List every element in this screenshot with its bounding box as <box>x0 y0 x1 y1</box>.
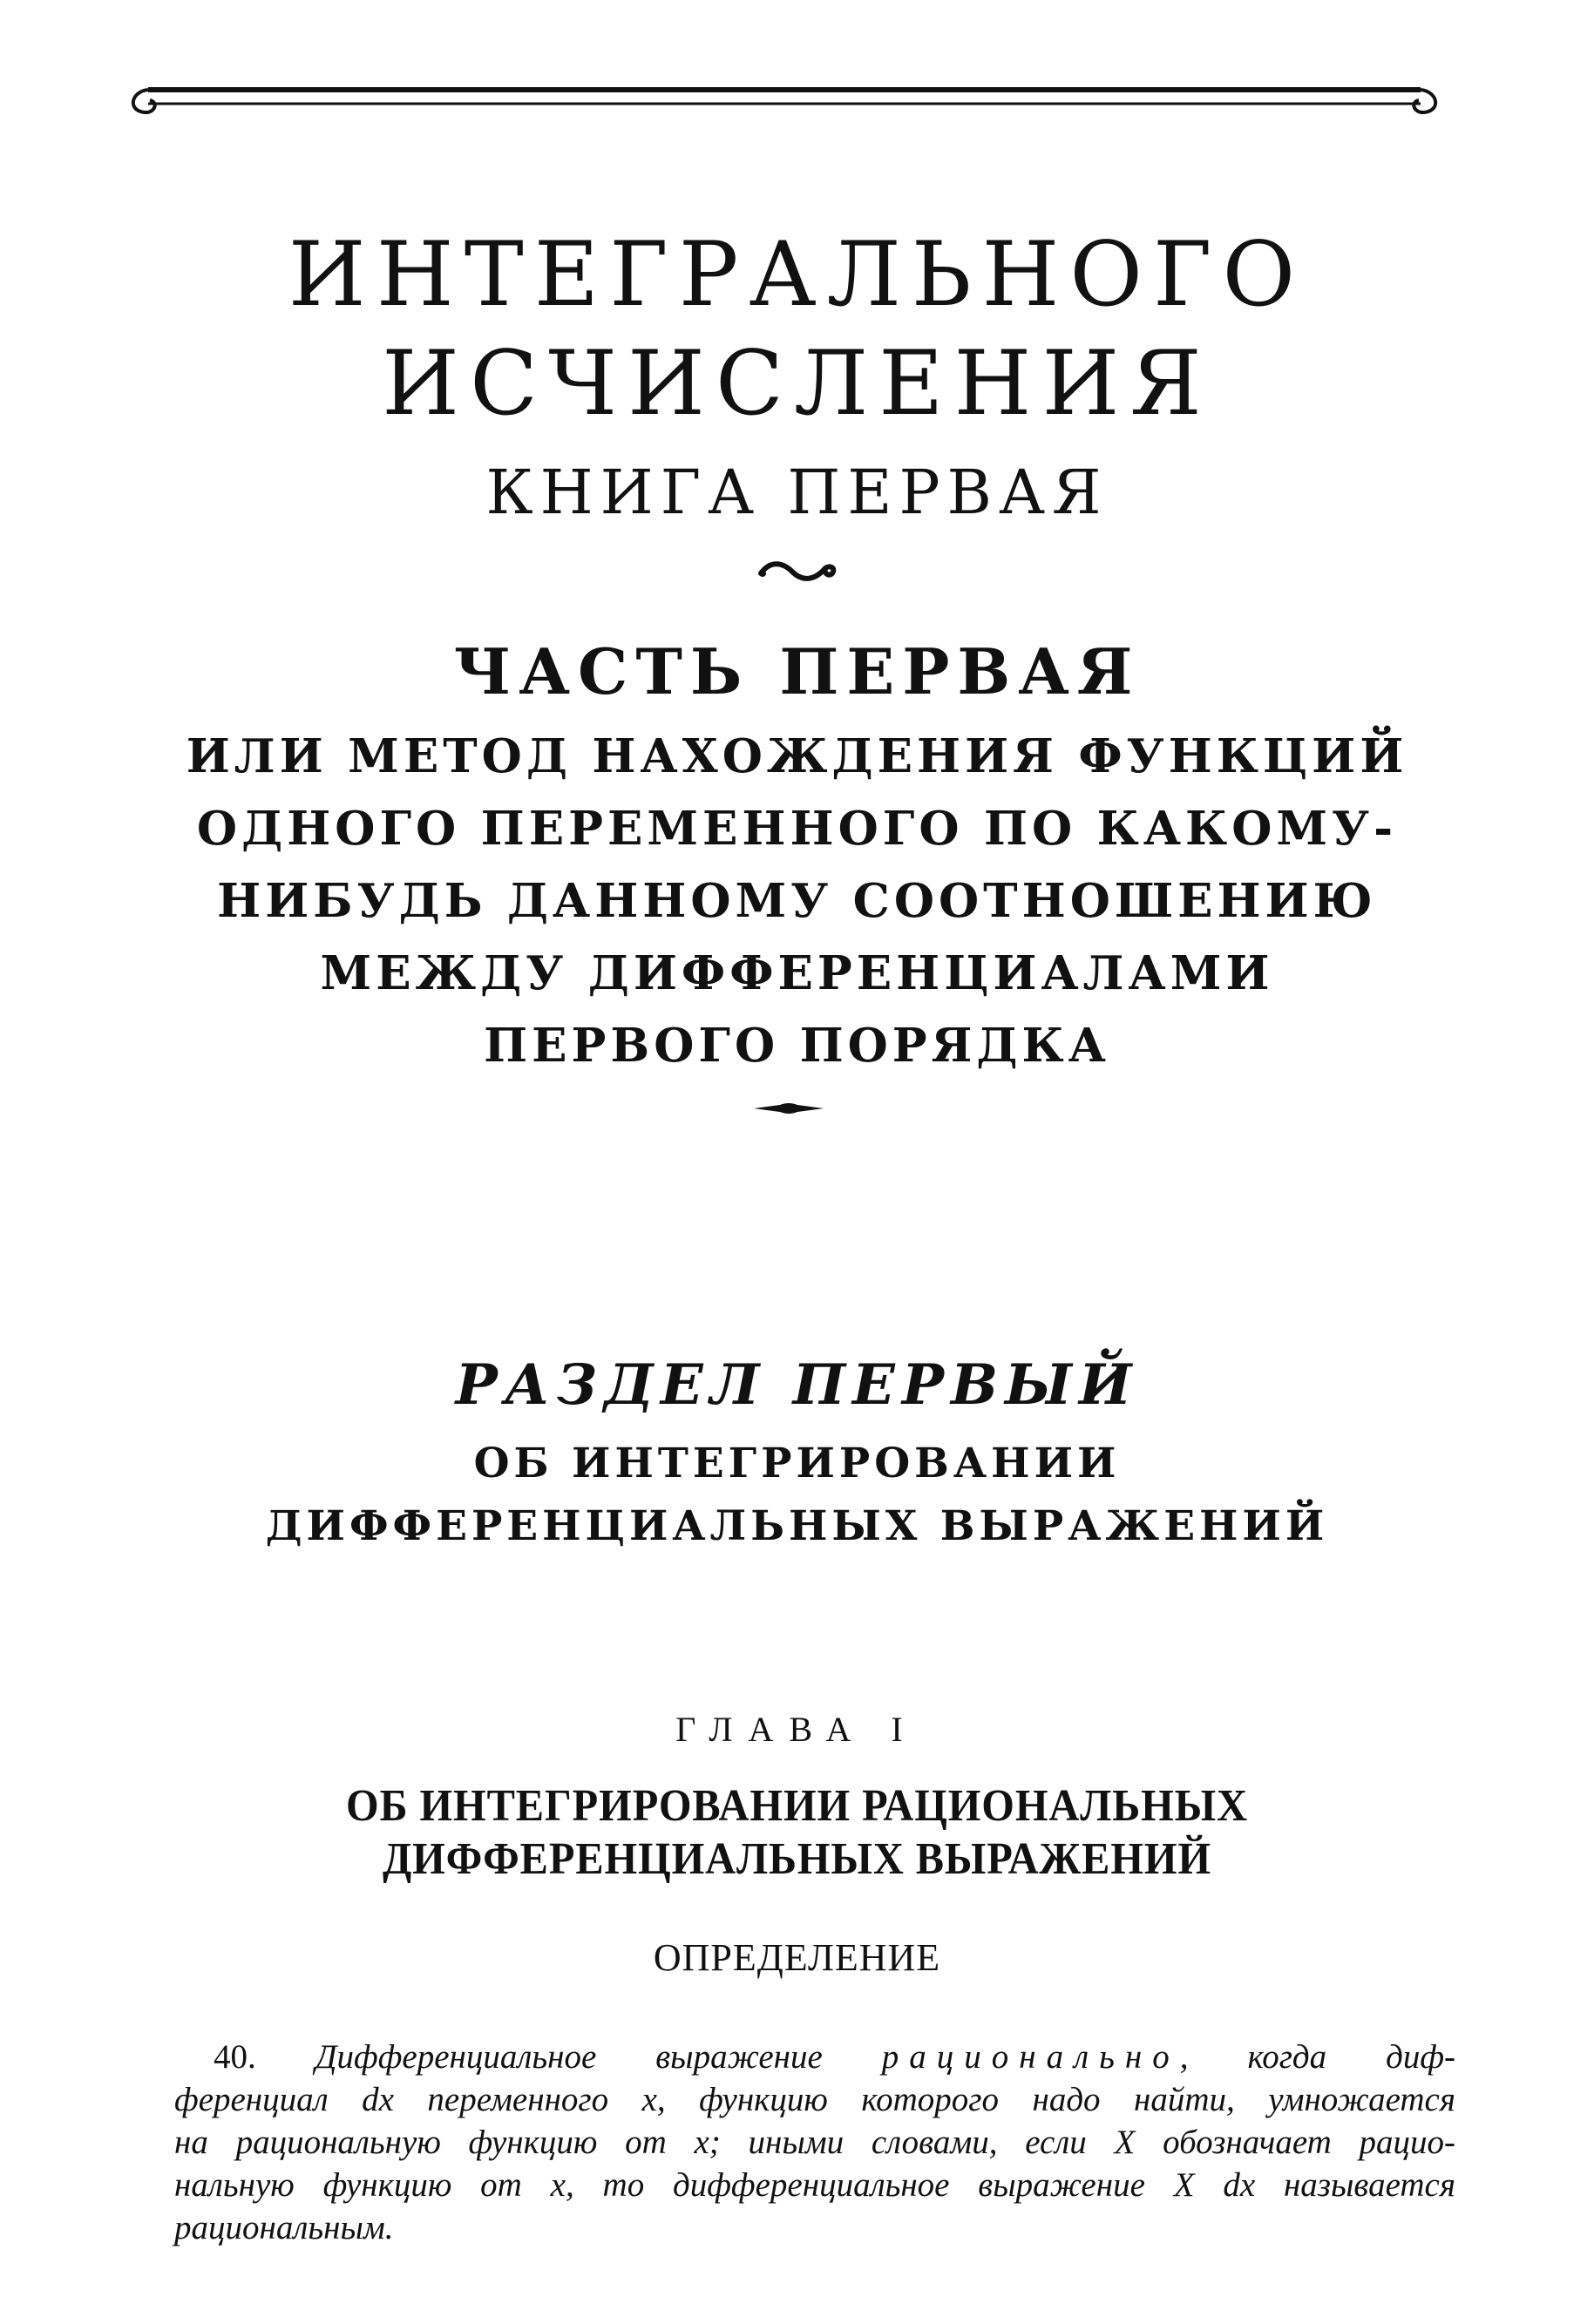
header-ornament-rule <box>131 83 1438 135</box>
paragraph-line-1 <box>174 2036 1455 2078</box>
paragraph-line-2: ференциал dx переменного x, функцию которого надо найти, умножается <box>174 2081 1455 2118</box>
book-heading: КНИГА ПЕРВАЯ <box>485 457 1109 528</box>
part-subtitle-line-1: ИЛИ МЕТОД НАХОЖДЕНИЯ ФУНКЦИЙ <box>186 729 1408 783</box>
part-subtitle-line-3: НИБУДЬ ДАННОМУ СООТНОШЕНИЮ <box>217 874 1377 928</box>
dash-ornament-icon <box>754 1100 824 1117</box>
paragraph-line-1-part-1: Дифференциальное выражение <box>315 2038 882 2076</box>
paragraph-line-4: нальную функцию от x, то дифференциальное выражение X dx называется <box>174 2166 1455 2204</box>
title-line-1: ИНТЕГРАЛЬНОГО <box>288 223 1306 327</box>
title-line-2: ИСЧИСЛЕНИЯ <box>382 332 1212 436</box>
part-subtitle-line-4: МЕЖДУ ДИФФЕРЕНЦИАЛАМИ <box>320 946 1274 1000</box>
section-subtitle-line-1: ОБ ИНТЕГРИРОВАНИИ <box>473 1440 1121 1487</box>
chapter-label: ГЛАВА I <box>675 1710 919 1749</box>
paragraph-emphasis-word: рационально <box>881 2038 1180 2076</box>
paragraph-line-3: на рациональную функцию от x; иными словами, если X обозначает рацио- <box>174 2124 1455 2161</box>
paragraph-line-5: рациональным. <box>174 2209 394 2246</box>
section-heading: РАЗДЕЛ ПЕРВЫЙ <box>455 1352 1139 1418</box>
paragraph-line-1-part-3: , когда диф- <box>1179 2038 1456 2076</box>
swirl-ornament-icon <box>754 558 841 584</box>
definition-heading: ОПРЕДЕЛЕНИЕ <box>653 1936 941 1979</box>
part-heading: ЧАСТЬ ПЕРВАЯ <box>453 634 1141 708</box>
part-subtitle-line-2: ОДНОГО ПЕРЕМЕННОГО ПО КАКОМУ- <box>196 802 1398 856</box>
chapter-title-line-2: ДИФФЕРЕНЦИАЛЬНЫХ ВЫРАЖЕНИЙ <box>382 1834 1212 1884</box>
paragraph-number: 40. <box>214 2038 256 2076</box>
chapter-title-line-1: ОБ ИНТЕГРИРОВАНИИ РАЦИОНАЛЬНЫХ <box>346 1781 1248 1831</box>
section-subtitle-line-2: ДИФФЕРЕНЦИАЛЬНЫХ ВЫРАЖЕНИЙ <box>265 1502 1329 1550</box>
part-subtitle-line-5: ПЕРВОГО ПОРЯДКА <box>484 1019 1110 1073</box>
paragraph-40 <box>174 2036 1455 2249</box>
